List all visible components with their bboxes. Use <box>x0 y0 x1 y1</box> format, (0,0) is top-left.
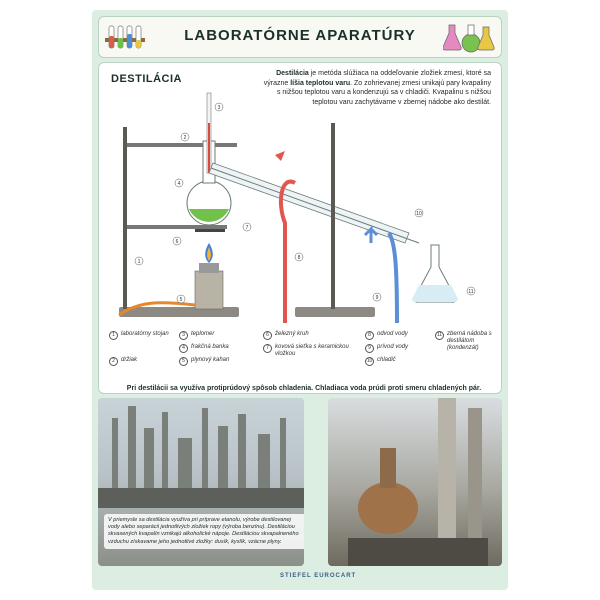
legend-number: 10 <box>366 358 373 364</box>
refinery-photo <box>98 398 304 566</box>
marker-5-label: 5 <box>179 297 183 303</box>
outflow-arrow <box>275 151 285 161</box>
legend-number: 1 <box>109 331 118 340</box>
burner-neck <box>199 263 219 273</box>
thermometer-mercury <box>208 123 210 173</box>
marker-1-label: 1 <box>137 259 141 265</box>
clamp-arm <box>127 143 237 147</box>
burner <box>195 271 223 309</box>
desc-term: Destilácia <box>276 70 309 77</box>
marker-7-label: 7 <box>245 225 249 231</box>
legend-number: 2 <box>109 357 118 366</box>
stand-rod-left <box>123 127 127 309</box>
marker-2-label: 2 <box>183 135 187 141</box>
legend-label: zberná nádoba s destilátom (kondenzát) <box>447 331 492 351</box>
marker-6-label: 6 <box>175 239 179 245</box>
legend <box>109 331 499 383</box>
wire-gauze <box>195 229 225 232</box>
title-bar <box>98 16 502 58</box>
brand-logo: STIEFEL EUROCART <box>280 573 357 579</box>
marker-9-label: 9 <box>375 295 379 301</box>
ring-arm <box>127 225 227 229</box>
poster <box>92 10 508 590</box>
legend-label: kovová sieťka s keramickou vložkou <box>275 344 349 357</box>
legend-label: frakčná banka <box>191 344 229 350</box>
legend-label: odvod vody <box>377 331 408 337</box>
counterflow-note: Pri destilácii sa využíva protiprúdový spôsob chladenia. Chladiaca voda prúdi proti smeru chladených pár. <box>126 385 482 392</box>
legend-number: 6 <box>263 331 272 340</box>
legend-label: železný kruh <box>275 331 309 337</box>
legend-number: 8 <box>365 331 374 340</box>
legend-item <box>263 331 359 340</box>
legend-label: plynový kahan <box>191 357 230 363</box>
legend-item <box>365 331 429 340</box>
condenser-inner <box>211 168 419 243</box>
legend-label: prívod vody <box>377 344 409 350</box>
legend-label: teplomer <box>191 331 215 337</box>
desc-emph: líšia teplotou varu <box>290 79 351 87</box>
marker-8-label: 8 <box>297 255 301 261</box>
page-title: LABORATÓRNE APARATÚRY <box>184 27 416 44</box>
desc-text-1: je metóda slúžiaca na oddeľovanie zložiek zmesi, ktoré sa výrazne <box>263 70 491 87</box>
legend-item <box>365 344 429 353</box>
legend-item <box>263 344 359 358</box>
legend-item <box>179 357 257 366</box>
legend-label: chladič <box>377 357 396 363</box>
section-title: DESTILÁCIA <box>111 73 182 85</box>
legend-item <box>109 357 173 366</box>
legend-label: držiak <box>121 357 138 363</box>
marker-3-label: 3 <box>217 105 221 111</box>
legend-item <box>179 344 257 353</box>
marker-10-label: 10 <box>416 211 422 217</box>
footer <box>98 572 500 588</box>
photo-caption: V priemysle sa destilácia využíva pri príprave etanolu, výrobe destilovanej vody alebo separácii jednotlivých zložiek ropy (výroba benzínu). Destiláciou skvasených kvapalín vznikajú alkoholické nápoje. Destiláciou skvapalneného vzduchu získavame jeho jednotlivé zložky: dusík, kyslík, vzácne plyny. <box>104 514 304 549</box>
legend-number: 4 <box>179 344 188 353</box>
flasks-icon <box>443 19 497 55</box>
legend-item <box>109 331 173 340</box>
legend-number: 5 <box>179 357 188 366</box>
distillation-panel <box>98 62 502 394</box>
inflow-arrow <box>365 229 377 243</box>
legend-item <box>435 331 499 352</box>
distillate <box>412 285 458 302</box>
desc-text-2: . Zo zohrievanej zmesi unikajú pary kvapaliny s nižšou teplotou varu a kondenzujú sa v chladiči. Kvapalinu s nižšou teplotou varu zachytávame v zbernej nádobe ako destilát. <box>276 79 491 106</box>
stand-rod-right <box>331 123 335 309</box>
legend-item <box>365 357 429 366</box>
distillery-photo <box>328 398 502 566</box>
marker-4-label: 4 <box>177 181 181 187</box>
legend-label: laboratórny stojan <box>121 331 169 337</box>
legend-number: 3 <box>179 331 188 340</box>
legend-item <box>179 331 257 340</box>
marker-11-label: 11 <box>468 289 474 295</box>
cold-water-hose <box>389 233 397 323</box>
refinery-towers <box>98 398 304 508</box>
legend-number: 11 <box>436 332 443 338</box>
distillation-diagram <box>99 83 501 331</box>
distillery-still <box>328 398 502 566</box>
legend-number: 7 <box>263 344 272 353</box>
legend-number: 9 <box>365 344 374 353</box>
